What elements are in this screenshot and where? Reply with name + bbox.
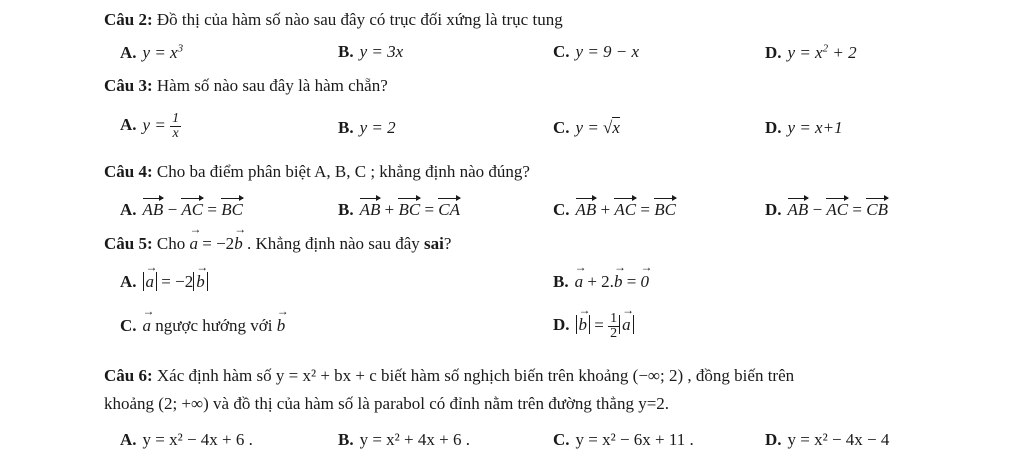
option-a: A. $y = x^3$ xyxy=(120,42,184,62)
question-label: Câu 2: xyxy=(104,10,153,29)
option-c: C. y = x² − 6x + 11 . xyxy=(553,430,694,449)
option-b: B.→ a + 2.→ b = → 0 xyxy=(553,272,649,292)
option-d: D. AB − AC = CB xyxy=(765,200,888,219)
question-6 xyxy=(104,366,794,386)
question-text: Cho ba điểm phân biệt A, B, C ; khẳng định nào đúng? xyxy=(156,162,530,181)
option-d: D. y = x² − 4x − 4 xyxy=(765,430,890,449)
question-4 xyxy=(104,162,530,182)
option-b: B. AB + BC = CA xyxy=(338,200,461,219)
option-a: A. y = x² − 4x + 6 . xyxy=(120,430,253,449)
question-text: Xác định hàm số y = x² + bx + c biết hàm số nghịch biến trên khoảng (−∞; 2) , đồng biến trên xyxy=(156,366,795,385)
option-a: A. AB − AC = BC xyxy=(120,200,243,219)
option-c: C.→ a ngược hướng với → b xyxy=(120,316,285,336)
option-c: C. AB + AC = BC xyxy=(553,200,676,219)
question-label: Câu 3: xyxy=(104,76,153,95)
question-label: Câu 6: xyxy=(104,366,153,385)
question-text: Hàm số nào sau đây là hàm chẵn? xyxy=(156,76,388,95)
question-5 xyxy=(104,234,451,254)
option-b: B. y = x² + 4x + 6 . xyxy=(338,430,470,449)
option-a: A. y = $\frac{1}{x}$ xyxy=(120,111,180,141)
option-c: C. y = 9 − x xyxy=(553,42,640,61)
option-c: C. y = √x xyxy=(553,118,620,137)
question-text: Đồ thị của hàm số nào sau đây có trục đối xứng là trục tung xyxy=(156,10,563,29)
question-label: Câu 5: xyxy=(104,234,153,253)
option-b: B. y = 3x xyxy=(338,42,404,61)
option-a: A.→ a = −2→ b xyxy=(120,272,208,292)
option-d: D. $y = x^2 + 2$ xyxy=(765,42,857,62)
question-text: Cho → a = −2→ b . Khẳng định nào sau đây sai? xyxy=(157,234,451,253)
question-6-line-2 xyxy=(104,394,669,414)
option-d: D.→ b = $\frac{1}{2}$ → a xyxy=(553,312,634,341)
option-d: D. y = x+1 xyxy=(765,118,843,137)
question-3 xyxy=(104,76,388,96)
question-label: Câu 4: xyxy=(104,162,153,181)
question-text: khoảng (2; +∞) và đồ thị của hàm số là parabol có đỉnh nằm trên đường thẳng y=2. xyxy=(104,394,670,413)
option-b: B. y = 2 xyxy=(338,118,396,137)
question-2 xyxy=(104,10,563,30)
